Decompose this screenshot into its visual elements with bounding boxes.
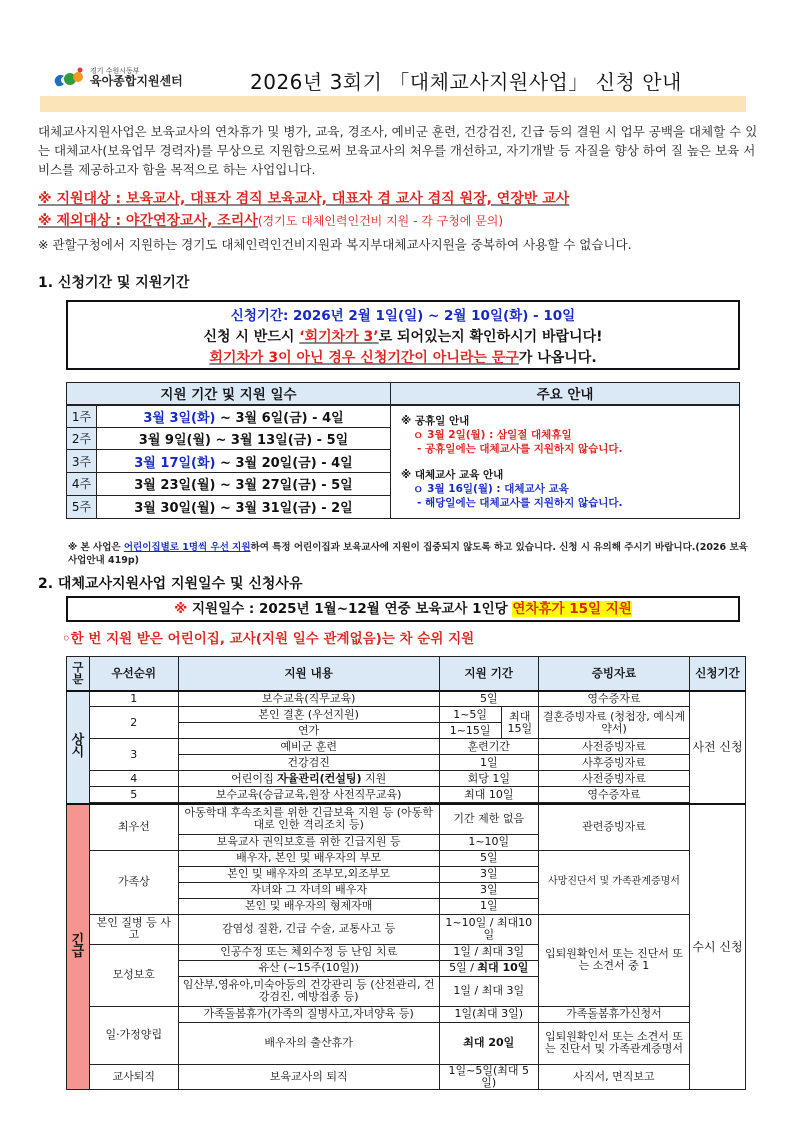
week-label: 3주 <box>67 450 97 473</box>
education-title: ※ 대체교사 교육 안내 <box>401 468 504 481</box>
week-range: 3월 30일(월) ~ 3월 31일(금) - 2일 <box>97 495 391 518</box>
table-row: 긴급 최우선 아동학대 후속조치를 위한 긴급보육 지원 등 (아동학대로 인한 격리조치 등) 기간 제한 없음 관련증빙자료 수시 신청 <box>67 804 746 834</box>
table-row: 4 어린이집 자율관리(컨설팅) 지원 회당 1일 사전증빙자료 <box>67 771 746 787</box>
section2-heading: 2. 대체교사지원사업 지원일수 및 신청사유 <box>38 576 303 592</box>
intro-paragraph: 대체교사지원사업은 보육교사의 연차휴가 및 병가, 교육, 경조사, 예비군 훈련, 건강검진, 긴급 등의 결원 시 업무 공백을 대체할 수 있는 대체교사(보육업무 경력자)를 무상으로 지원함으로써 보육교사의 처우를 개선하고, 자기개발 등 자질을 향상 하여 질 높은 보육 서비스를 제공하고자 함을 목적으로 하는 사업입니다. <box>38 124 758 177</box>
excluded-text: ※ 제외대상 : 야간연장교사, 조리사 <box>38 213 258 229</box>
logo-subtitle: 경기 수원시동부 <box>90 67 140 76</box>
key-info-cell <box>391 405 740 519</box>
holiday-item: ｏ 3월 2일(월) : 삼일절 대체휴일 <box>413 428 572 441</box>
title-accent-bar <box>40 96 746 112</box>
week-header-period: 지원 기간 및 지원 일수 <box>67 383 391 405</box>
week-label: 4주 <box>67 473 97 496</box>
check-round-notice: 신청 시 반드시 ‘회기차가 3’로 되어있는지 확인하시기 바랍니다! <box>203 329 603 345</box>
excluded-note: (경기도 대체인력인건비 지원 - 각 구청에 문의) <box>257 214 504 228</box>
priority-link-text: 어린이집별로 1명씩 우선 지원 <box>123 542 251 553</box>
table-row: 2 본인 결혼 (우선지원) 1~5일 최대 15일 결혼증빙자료 (청첩장, 예식계약서) <box>67 707 746 723</box>
annual-leave-highlight: 연차휴가 15일 지원 <box>512 601 632 617</box>
table-row: 모성보호 인공수정 또는 체외수정 등 난임 치료 1일 / 최대 3일 <box>67 944 746 960</box>
application-period: 신청기간: 2026년 2월 1일(일) ~ 2월 10일(화) - 10일 <box>230 308 576 324</box>
round-highlight: ‘회기차가 3’ <box>299 329 379 345</box>
table-row: 자녀와 그 자녀의 배우자 3일 <box>67 882 746 898</box>
week-range: 3월 17일(화) ~ 3월 20일(금) - 4일 <box>97 450 391 473</box>
page-title: 2026년 3회기 「대체교사지원사업」 신청 안내 <box>250 70 682 94</box>
table-row: 건강검진 1일 사후증빙자료 <box>67 755 746 771</box>
week-range: 3월 23일(월) ~ 3월 27일(금) - 5일 <box>97 473 391 496</box>
target-text: ※ 지원대상 : 보육교사, 대표자 겸직 보육교사, 대표자 겸 교사 겸직 원장, 연장반 교사 <box>38 191 570 207</box>
col-category: 구분 <box>67 657 90 691</box>
table-row: 교사퇴직 보육교사의 퇴직 1일~5일(최대 5일) 사직서, 면직보고 <box>67 1064 746 1089</box>
education-note: - 해당일에는 대체교사를 지원하지 않습니다. <box>417 496 623 509</box>
category-regular: 상시 <box>67 691 90 805</box>
col-proof: 증빙자료 <box>538 657 689 691</box>
col-content: 지원 내용 <box>178 657 439 691</box>
table-row: 유산 (~15주(10일)) 5일 / 최대 10일 <box>67 960 746 976</box>
table-row: 임산부,영유아,미숙아등의 건강관리 등 (산전관리, 건강검진, 예방접종 등) 1일 / 최대 3일 <box>67 976 746 1006</box>
week-label: 1주 <box>67 405 97 428</box>
table-row: 보육교사 권익보호를 위한 긴급지원 등 1~10일 <box>67 834 746 850</box>
table-row: 연가 1~15일 <box>67 723 746 739</box>
table-row: 본인 및 배우자의 형제자매 1일 <box>67 898 746 914</box>
table-row <box>67 405 740 428</box>
support-days-box: ※ 지원일수 : 2025년 1월~12월 연중 보육교사 1인당 연차휴가 15일 지원 <box>66 596 740 622</box>
table-row: 일·가정양립 가족돌봄휴가(가족의 질병사고,자녀양육 등) 1일(최대 3일) 가족돌봄휴가신청서 <box>67 1006 746 1022</box>
application-period-box <box>66 300 740 370</box>
education-item: ｏ 3월 16일(월) : 대체교사 교육 <box>413 482 569 495</box>
col-period: 지원 기간 <box>439 657 538 691</box>
table-row: 본인 질병 등 사고 감염성 질환, 긴급 수술, 교통사고 등 1~10일 / 최대10일 입퇴원확인서 또는 진단서 또는 소견서 중 1 <box>67 914 746 944</box>
priority-footnote: ※ 본 사업은 어린이집별로 1명씩 우선 지원하여 특정 어린이집과 보육교사에 지원이 집중되지 않도록 하고 있습니다. 신청 시 유의해 주시기 바랍니다.(2026 보육사업안내 419p) <box>68 542 748 566</box>
col-apply: 신청기간 <box>690 657 746 691</box>
warning-red-text: 회기차가 3이 아닌 경우 신청기간이 아니라는 문구 <box>209 350 519 366</box>
week-label: 2주 <box>67 427 97 450</box>
week-range: 3월 3일(화) ~ 3월 6일(금) - 4일 <box>97 405 391 428</box>
excluded-notice <box>38 211 758 231</box>
week-range: 3월 9일(월) ~ 3월 13일(금) - 5일 <box>97 427 391 450</box>
holiday-title: ※ 공휴일 안내 <box>401 414 470 427</box>
week-header-info: 주요 안내 <box>391 383 740 405</box>
table-row: 5 보수교육(승급교육,원장 사전직무교육) 최대 10일 영수증자료 <box>67 787 746 803</box>
apply-anytime: 수시 신청 <box>690 804 746 1089</box>
center-logo <box>52 66 183 90</box>
col-priority: 우선순위 <box>89 657 178 691</box>
week-label: 5주 <box>67 495 97 518</box>
table-row: 본인 및 배우자의 조부모,외조부모 3일 <box>67 866 746 882</box>
logo-name: 육아종합지원센터 <box>90 74 183 89</box>
logo-icon <box>52 66 86 90</box>
duplicate-notice: ※ 관할구청에서 지원하는 경기도 대체인력인건비지원과 복지부대체교사지원을 중복하여 사용할 수 없습니다. <box>38 237 632 252</box>
category-emergency: 긴급 <box>67 804 90 1089</box>
section1-heading: 1. 신청기간 및 지원기간 <box>38 275 190 291</box>
week-schedule-table <box>66 382 740 519</box>
table-row: 배우자의 출산휴가 최대 20일 입퇴원확인서 또는 소견서 또는 진단서 및 가족관계증명서 <box>67 1022 746 1064</box>
support-reasons-table <box>66 656 746 1090</box>
table-row: 3 예비군 훈련 훈련기간 사전증빙자료 <box>67 739 746 755</box>
target-notice <box>38 189 758 209</box>
warning-notice: 회기차가 3이 아닌 경우 신청기간이 아니라는 문구가 나옵니다. <box>209 350 597 366</box>
table-row: 가족상 배우자, 본인 및 배우자의 부모 5일 사망진단서 및 가족관계증명서 <box>67 850 746 866</box>
priority-note: ◦한 번 지원 받은 어린이집, 교사(지원 일수 관계없음)는 차 순위 지원 <box>62 631 475 647</box>
table-row: 상시 1 보수교육(직무교육) 5일 영수증자료 사전 신청 <box>67 691 746 707</box>
apply-advance: 사전 신청 <box>690 691 746 805</box>
holiday-note: - 공휴일에는 대체교사를 지원하지 않습니다. <box>417 442 623 455</box>
